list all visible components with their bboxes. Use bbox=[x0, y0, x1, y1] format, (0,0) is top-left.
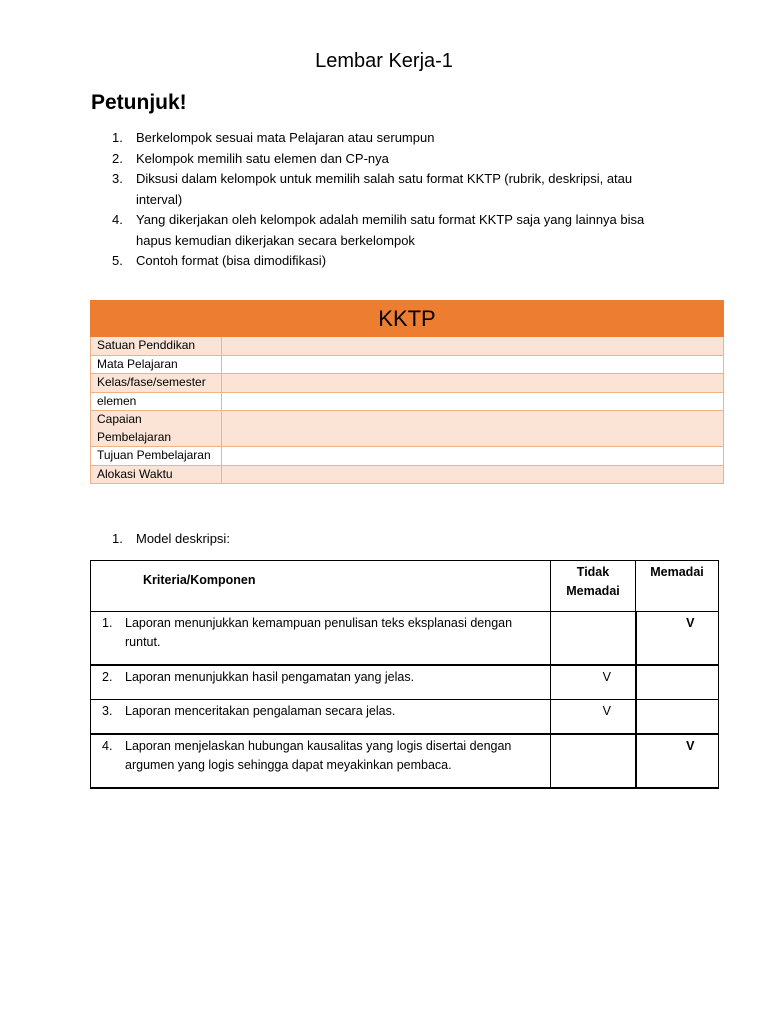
criteria-cell bbox=[91, 734, 551, 788]
list-text: Yang dikerjakan oleh kelompok adalah memilih satu format KKTP saja yang lainnya bisa hapus kemudian dikerjakan secara berkelompok bbox=[136, 212, 645, 248]
memadai-cell[interactable]: V bbox=[636, 734, 719, 788]
list-text: Diksusi dalam kelompok untuk memilih salah satu format KKTP (rubrik, deskripsi, atau interval) bbox=[136, 171, 633, 207]
row-number: 2. bbox=[102, 670, 113, 684]
row-value-cell[interactable] bbox=[222, 465, 724, 484]
row-label: Kelas/fase/semester bbox=[91, 374, 222, 393]
memadai-cell[interactable]: V bbox=[636, 612, 719, 666]
table-row bbox=[91, 355, 724, 374]
table-row bbox=[91, 612, 719, 666]
instruction-list bbox=[112, 128, 672, 272]
list-text: Kelompok memilih satu elemen dan CP-nya bbox=[136, 150, 389, 166]
table-row bbox=[91, 700, 719, 735]
tidak-memadai-cell[interactable] bbox=[551, 734, 636, 788]
criteria-text: Laporan menunjukkan kemampuan penulisan teks eksplanasi dengan runtut. bbox=[125, 616, 513, 649]
row-value-cell[interactable] bbox=[222, 411, 724, 447]
list-text: Contoh format (bisa dimodifikasi) bbox=[136, 253, 327, 268]
row-label: Satuan Penddikan bbox=[91, 337, 222, 356]
list-number: 2. bbox=[112, 150, 123, 166]
list-number: 1. bbox=[112, 531, 123, 546]
tidak-memadai-cell[interactable] bbox=[551, 612, 636, 666]
memadai-cell[interactable] bbox=[636, 665, 719, 700]
tidak-memadai-cell[interactable]: V bbox=[551, 700, 636, 735]
tidak-memadai-header: Tidak Memadai bbox=[551, 561, 636, 612]
rubric-table bbox=[90, 560, 719, 789]
page-title: Lembar Kerja-1 bbox=[315, 50, 453, 72]
table-row bbox=[91, 665, 719, 700]
criteria-cell bbox=[91, 700, 551, 735]
model-label: Model deskripsi: bbox=[136, 531, 230, 546]
kktp-table bbox=[90, 300, 724, 484]
row-value-cell[interactable] bbox=[222, 447, 724, 466]
row-number: 4. bbox=[102, 739, 113, 753]
row-value-cell[interactable] bbox=[222, 392, 724, 411]
criteria-cell bbox=[91, 612, 551, 666]
row-label: Mata Pelajaran bbox=[91, 355, 222, 374]
list-number: 3. bbox=[112, 171, 123, 186]
criteria-text: Laporan menceritakan pengalaman secara jelas. bbox=[125, 704, 396, 718]
section-title: Petunjuk! bbox=[91, 91, 187, 114]
list-item bbox=[112, 128, 672, 149]
row-number: 3. bbox=[102, 704, 113, 718]
criteria-text: Laporan menjelaskan hubungan kausalitas yang logis disertai dengan argumen yang logis sehingga dapat meyakinkan pembaca. bbox=[125, 739, 512, 772]
criteria-cell bbox=[91, 665, 551, 700]
row-label: Tujuan Pembelajaran bbox=[91, 447, 222, 466]
criteria-text: Laporan menunjukkan hasil pengamatan yang jelas. bbox=[125, 670, 415, 684]
row-value-cell[interactable] bbox=[222, 355, 724, 374]
list-number: 1. bbox=[112, 130, 123, 145]
row-label: Capaian Pembelajaran bbox=[91, 411, 222, 447]
row-value-cell[interactable] bbox=[222, 374, 724, 393]
table-row bbox=[91, 411, 724, 447]
model-list bbox=[112, 529, 230, 549]
row-number: 1. bbox=[102, 616, 113, 630]
kktp-header: KKTP bbox=[91, 301, 724, 337]
list-item bbox=[112, 210, 672, 251]
row-label: Alokasi Waktu bbox=[91, 465, 222, 484]
memadai-cell[interactable] bbox=[636, 700, 719, 735]
table-row bbox=[91, 447, 724, 466]
table-row bbox=[91, 374, 724, 393]
list-item bbox=[112, 169, 672, 210]
list-item bbox=[112, 251, 672, 272]
table-row bbox=[91, 337, 724, 356]
list-item bbox=[112, 149, 672, 170]
memadai-header: Memadai bbox=[636, 561, 719, 612]
row-label: elemen bbox=[91, 392, 222, 411]
row-value-cell[interactable] bbox=[222, 337, 724, 356]
table-row bbox=[91, 734, 719, 788]
criteria-header: Kriteria/Komponen bbox=[91, 561, 551, 612]
list-text: Berkelompok sesuai mata Pelajaran atau serumpun bbox=[136, 130, 435, 145]
list-number: 4. bbox=[112, 212, 123, 227]
table-row bbox=[91, 392, 724, 411]
list-number: 5. bbox=[112, 253, 123, 268]
tidak-memadai-cell[interactable]: V bbox=[551, 665, 636, 700]
list-item bbox=[112, 529, 230, 549]
table-row bbox=[91, 465, 724, 484]
